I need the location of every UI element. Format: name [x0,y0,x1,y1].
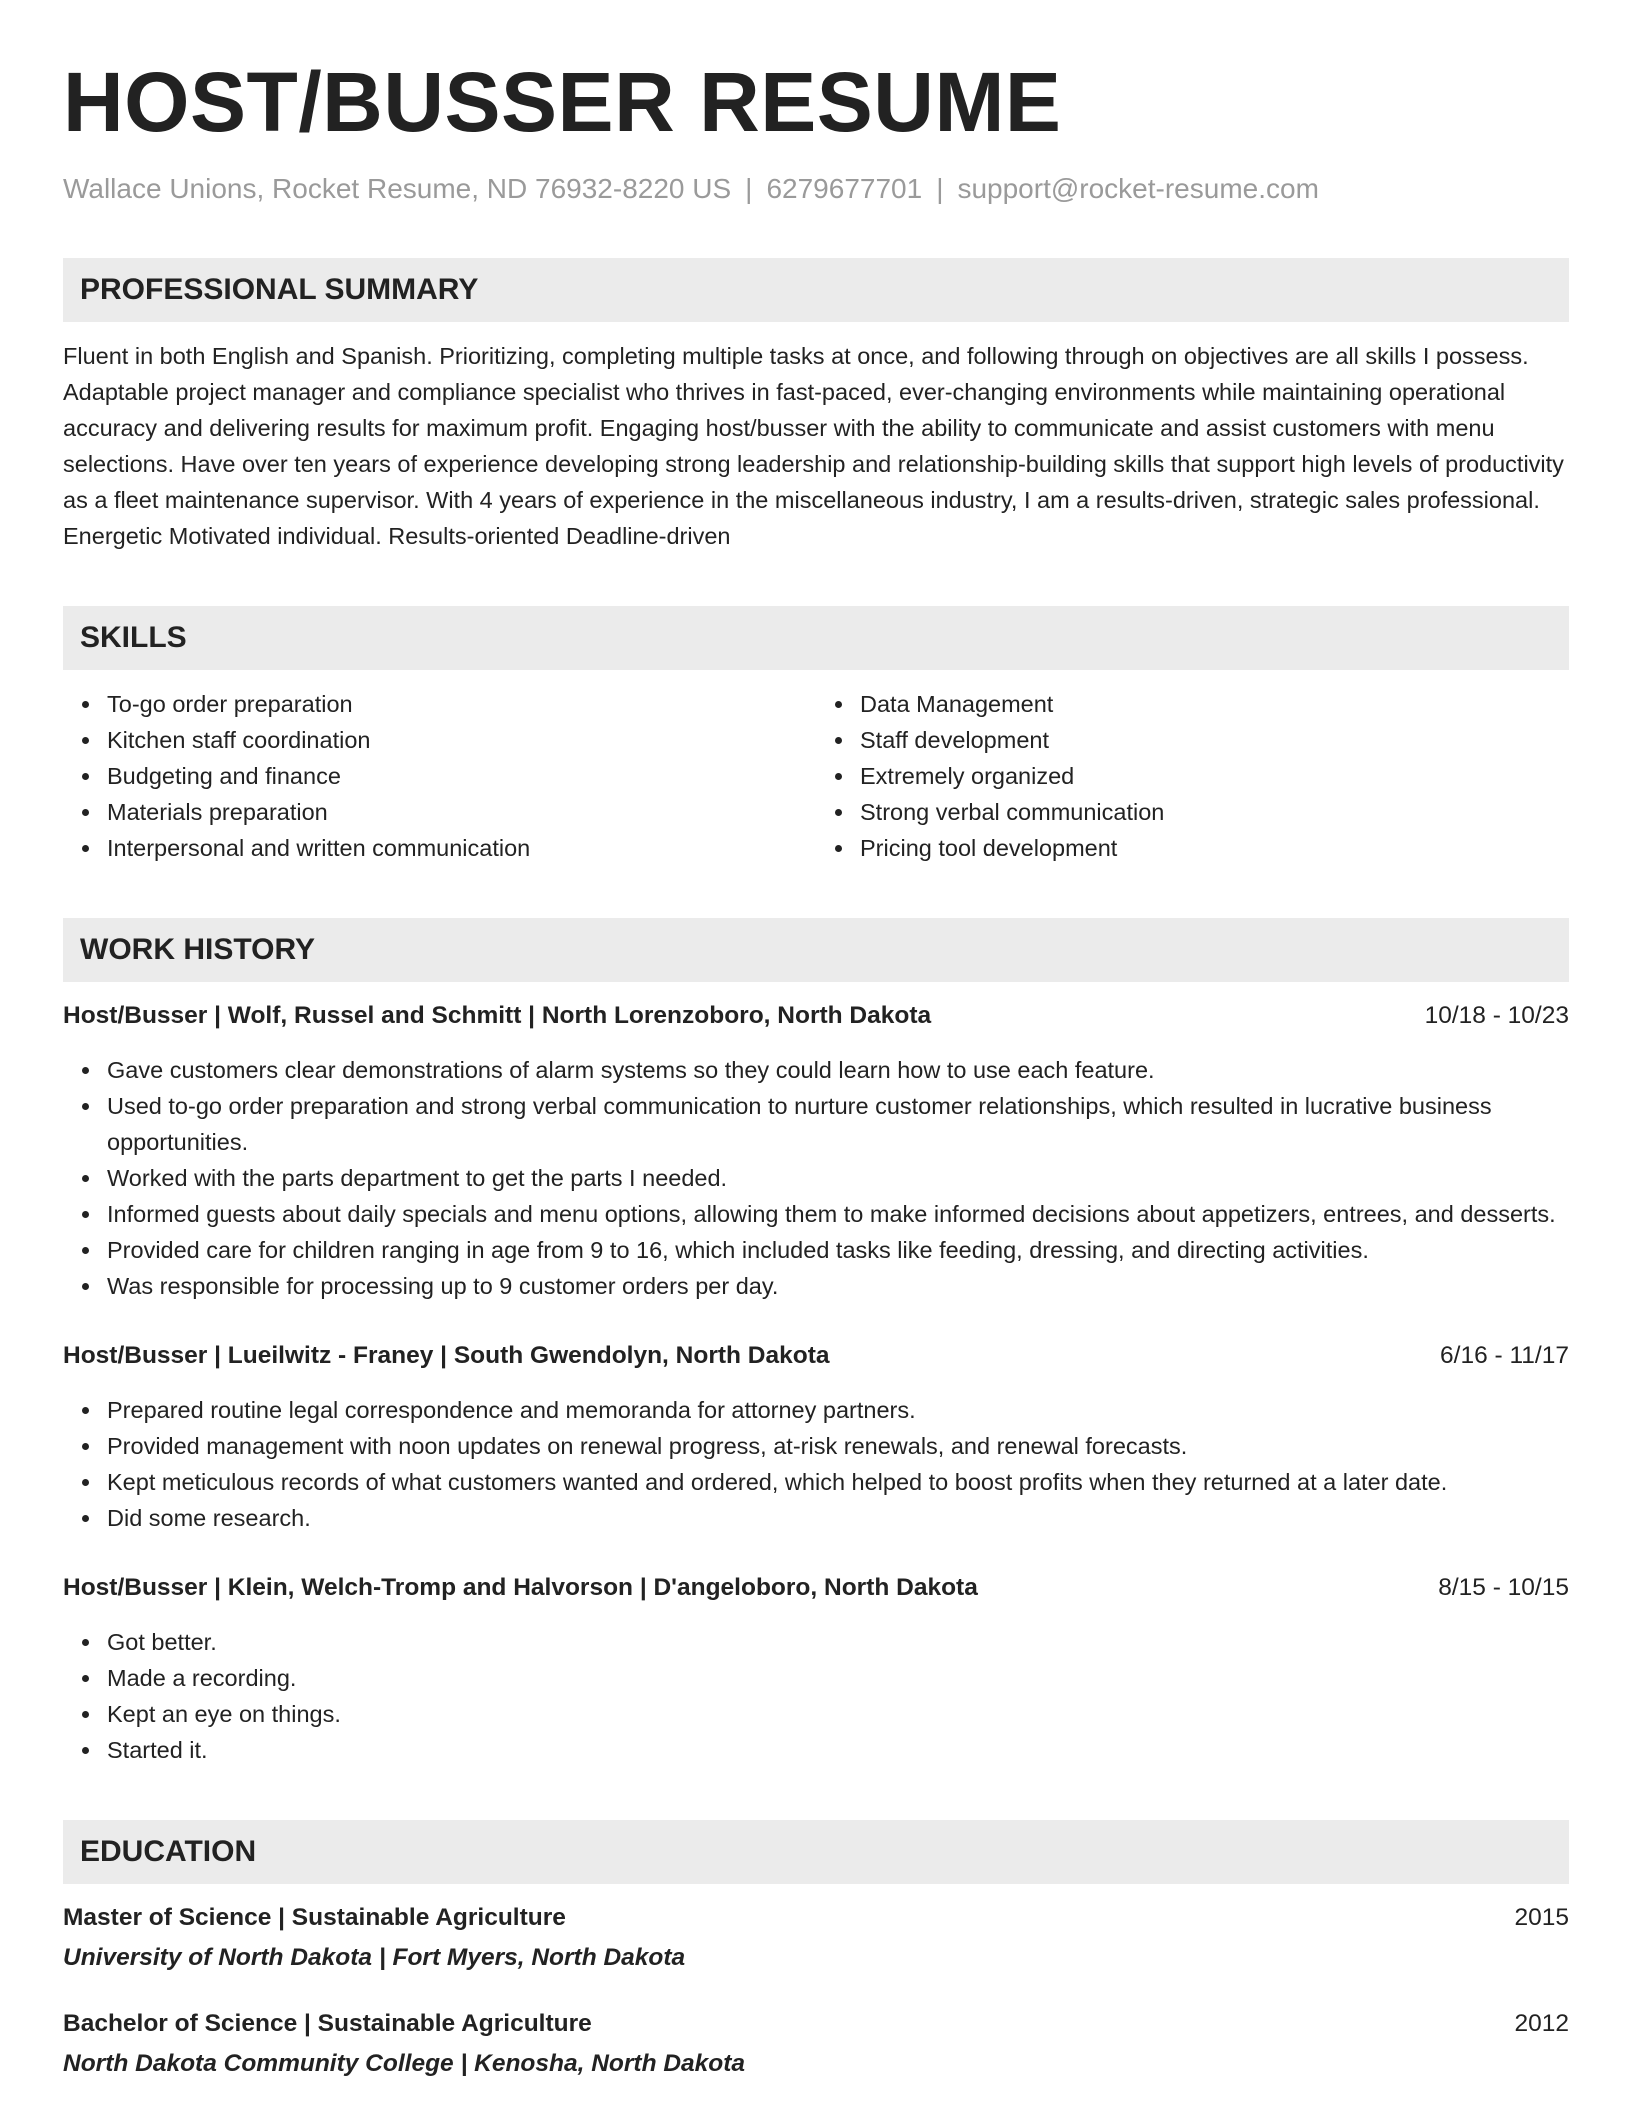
contact-line [63,172,1569,206]
skill-item: Interpersonal and written communication [107,830,816,866]
job-duty: Was responsible for processing up to 9 customer orders per day. [107,1268,1569,1304]
job-title: Host/Busser | Klein, Welch-Tromp and Halvorson | D'angeloboro, North Dakota [63,1574,978,1601]
job-title: Host/Busser | Lueilwitz - Franey | South Gwendolyn, North Dakota [63,1342,830,1369]
job-entry [63,1338,1569,1536]
contact-separator: | [745,173,753,204]
skill-item: Staff development [860,722,1569,758]
job-dates: 10/18 - 10/23 [1424,1002,1569,1029]
job-duty: Prepared routine legal correspondence and memoranda for attorney partners. [107,1392,1569,1428]
job-duty: Informed guests about daily specials and menu options, allowing them to make informed decisions about appetizers, entrees, and desserts. [107,1196,1569,1232]
education-degree: Bachelor of Science | Sustainable Agriculture [63,2010,592,2037]
education-year: 2015 [1514,1904,1569,1931]
job-dates: 6/16 - 11/17 [1440,1342,1569,1369]
education-school: North Dakota Community College | Kenosha, North Dakota [63,2050,746,2077]
contact-email: support@rocket-resume.com [957,173,1319,204]
skill-item: Pricing tool development [860,830,1569,866]
job-entry [63,998,1569,1304]
job-entry [63,1570,1569,1768]
job-duty: Got better. [107,1624,1569,1660]
education-year: 2012 [1514,2010,1569,2037]
job-header [63,1338,1569,1374]
job-duty: Provided care for children ranging in age from 9 to 16, which included tasks like feeding, dressing, and directing activities. [107,1232,1569,1268]
section-heading-education: EDUCATION [63,1820,1569,1884]
job-duty: Started it. [107,1732,1569,1768]
job-header [63,998,1569,1034]
section-heading-skills: SKILLS [63,606,1569,670]
skills-list [63,686,1569,866]
job-dates: 8/15 - 10/15 [1438,1574,1569,1601]
contact-separator: | [936,173,944,204]
skills-column-right [816,686,1569,866]
skill-item: Budgeting and finance [107,758,816,794]
job-duties [63,1392,1569,1536]
job-duty: Kept meticulous records of what customers wanted and ordered, which helped to boost profits when they returned at a later date. [107,1464,1569,1500]
education-entry [63,1900,1569,1976]
contact-address: Wallace Unions, Rocket Resume, ND 76932-8220 US [63,173,732,204]
resume-title: HOST/BUSSER RESUME [63,55,1062,149]
education-header [63,2006,1569,2042]
skill-item: To-go order preparation [107,686,816,722]
education-entry [63,2006,1569,2082]
job-duty: Did some research. [107,1500,1569,1536]
skill-item: Strong verbal communication [860,794,1569,830]
education-school: University of North Dakota | Fort Myers, North Dakota [63,1944,686,1971]
job-title: Host/Busser | Wolf, Russel and Schmitt | North Lorenzoboro, North Dakota [63,1002,932,1029]
skill-item: Materials preparation [107,794,816,830]
job-duty: Kept an eye on things. [107,1696,1569,1732]
contact-phone: 6279677701 [766,173,923,204]
education-header [63,1900,1569,1936]
job-duty: Made a recording. [107,1660,1569,1696]
section-heading-summary: PROFESSIONAL SUMMARY [63,258,1569,322]
job-duty: Provided management with noon updates on renewal progress, at-risk renewals, and renewal forecasts. [107,1428,1569,1464]
summary-text: Fluent in both English and Spanish. Prioritizing, completing multiple tasks at once, and following through on objectives are all skills I possess. Adaptable project manager and compliance specialist who thrives in fast-paced, ever-changing environments while maintaining operational accuracy and delivering results for maximum profit. Engaging host/busser with the ability to communicate and assist customers with menu selections. Have over ten years of experience developing strong leadership and relationship-building skills that support high levels of productivity as a fleet maintenance supervisor. With 4 years of experience in the miscellaneous industry, I am a results-driven, strategic sales professional. Energetic Motivated individual. Results-oriented Deadline-driven [63,343,1564,549]
job-duty: Worked with the parts department to get the parts I needed. [107,1160,1569,1196]
skill-item: Kitchen staff coordination [107,722,816,758]
skill-item: Data Management [860,686,1569,722]
job-header [63,1570,1569,1606]
job-duty: Gave customers clear demonstrations of alarm systems so they could learn how to use each feature. [107,1052,1569,1088]
section-heading-work: WORK HISTORY [63,918,1569,982]
education-degree: Master of Science | Sustainable Agriculture [63,1904,566,1931]
job-duty: Used to-go order preparation and strong verbal communication to nurture customer relationships, which resulted in lucrative business opportunities. [107,1088,1569,1160]
skills-column-left [63,686,816,866]
job-duties [63,1052,1569,1304]
job-duties [63,1624,1569,1768]
skill-item: Extremely organized [860,758,1569,794]
